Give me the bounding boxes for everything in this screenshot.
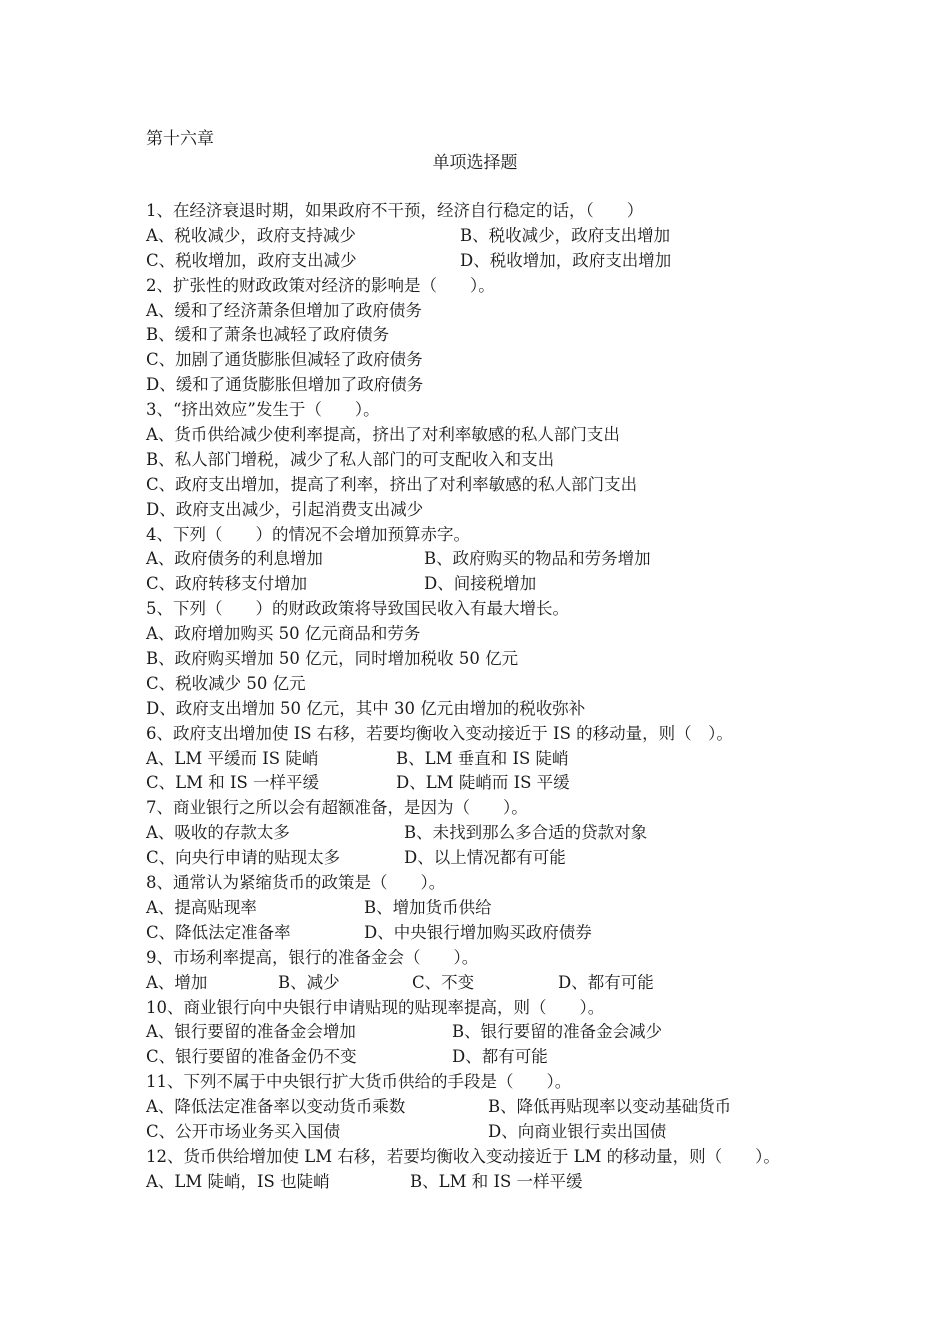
answer-option: A、增加	[146, 972, 208, 992]
question-stem: 8、通常认为紧缩货币的政策是（ ）。	[146, 873, 446, 893]
answer-option: A、税收减少，政府支持减少	[146, 225, 356, 245]
question-stem: 3、“挤出效应”发生于（ ）。	[146, 400, 380, 420]
answer-option: D、间接税增加	[424, 574, 537, 594]
option-row	[146, 672, 826, 697]
answer-option: B、未找到那么多合适的贷款对象	[404, 823, 648, 843]
answer-option: B、私人部门增税，减少了私人部门的可支配收入和支出	[146, 449, 555, 469]
answer-option: B、LM 垂直和 IS 陡峭	[396, 748, 569, 768]
answer-option: B、降低再贴现率以变动基础货币	[488, 1097, 732, 1117]
answer-option: B、增加货币供给	[364, 897, 492, 917]
option-row	[146, 846, 826, 871]
option-row	[146, 224, 826, 249]
answer-option: D、都有可能	[452, 1047, 548, 1067]
answer-option: C、LM 和 IS 一样平缓	[146, 773, 320, 793]
question-stem: 6、政府支出增加使 IS 右移，若要均衡收入变动接近于 IS 的移动量，则（ ）。	[146, 723, 733, 743]
question-stem: 7、商业银行之所以会有超额准备，是因为（ ）。	[146, 798, 528, 818]
answer-option: A、降低法定准备率以变动货币乘数	[146, 1097, 406, 1117]
option-row	[146, 1120, 826, 1145]
option-row	[146, 249, 826, 274]
option-row	[146, 498, 826, 523]
chapter-heading: 第十六章	[146, 129, 214, 149]
option-row	[146, 771, 826, 796]
option-row	[146, 348, 826, 373]
answer-option: A、缓和了经济萧条但增加了政府债务	[146, 300, 422, 320]
question-list	[146, 199, 826, 1195]
option-row	[146, 373, 826, 398]
option-row	[146, 821, 826, 846]
option-row	[146, 896, 826, 921]
answer-option: D、LM 陡峭而 IS 平缓	[396, 773, 570, 793]
option-row	[146, 1095, 826, 1120]
answer-option: C、加剧了通货膨胀但减轻了政府债务	[146, 350, 423, 370]
option-row	[146, 971, 826, 996]
answer-option: A、银行要留的准备金会增加	[146, 1022, 356, 1042]
question-stem: 11、下列不属于中央银行扩大货币供给的手段是（ ）。	[146, 1072, 572, 1092]
answer-option: B、缓和了萧条也减轻了政府债务	[146, 325, 390, 345]
question-stem: 2、扩张性的财政政策对经济的影响是（ ）。	[146, 275, 495, 295]
answer-option: D、政府支出减少，引起消费支出减少	[146, 499, 424, 519]
question-stem: 12、货币供给增加使 LM 右移，若要均衡收入变动接近于 LM 的移动量，则（ ）。	[146, 1146, 780, 1166]
answer-option: D、缓和了通货膨胀但增加了政府债务	[146, 375, 424, 395]
answer-option: B、银行要留的准备金会减少	[452, 1022, 663, 1042]
option-row	[146, 572, 826, 597]
option-row	[146, 747, 826, 772]
option-row	[146, 697, 826, 722]
answer-option: D、政府支出增加 50 亿元，其中 30 亿元由增加的税收弥补	[146, 698, 586, 718]
answer-option: C、税收增加，政府支出减少	[146, 250, 357, 270]
answer-option: B、政府购买的物品和劳务增加	[424, 549, 651, 569]
answer-option: B、LM 和 IS 一样平缓	[410, 1171, 583, 1191]
section-title: 单项选择题	[432, 153, 518, 173]
answer-option: B、政府购买增加 50 亿元，同时增加税收 50 亿元	[146, 649, 519, 669]
answer-option: D、向商业银行卖出国债	[488, 1121, 667, 1141]
option-row	[146, 423, 826, 448]
option-row	[146, 622, 826, 647]
answer-option: C、税收减少 50 亿元	[146, 673, 306, 693]
answer-option: D、中央银行增加购买政府债券	[364, 922, 592, 942]
question-stem: 5、下列（ ）的财政政策将导致国民收入有最大增长。	[146, 599, 569, 619]
answer-option: C、政府转移支付增加	[146, 574, 308, 594]
answer-option: A、政府增加购买 50 亿元商品和劳务	[146, 624, 421, 644]
answer-option: D、税收增加，政府支出增加	[460, 250, 672, 270]
answer-option: C、银行要留的准备金仍不变	[146, 1047, 357, 1067]
question-stem: 4、下列（ ）的情况不会增加预算赤字。	[146, 524, 470, 544]
answer-option: A、吸收的存款太多	[146, 823, 290, 843]
option-row	[146, 1170, 826, 1195]
option-row	[146, 299, 826, 324]
option-row	[146, 473, 826, 498]
option-row	[146, 547, 826, 572]
answer-option: D、都有可能	[558, 972, 654, 992]
answer-option: C、公开市场业务买入国债	[146, 1121, 341, 1141]
answer-option: C、不变	[412, 972, 475, 992]
answer-option: A、货币供给减少使利率提高，挤出了对利率敏感的私人部门支出	[146, 425, 620, 445]
question-stem: 1、在经济衰退时期，如果政府不干预，经济自行稳定的话，（ ）	[146, 201, 644, 220]
question-stem: 10、商业银行向中央银行申请贴现的贴现率提高，则（ ）。	[146, 997, 605, 1017]
option-row	[146, 921, 826, 946]
option-row	[146, 1045, 826, 1070]
answer-option: D、以上情况都有可能	[404, 848, 566, 868]
option-row	[146, 448, 826, 473]
answer-option: B、税收减少，政府支出增加	[460, 225, 671, 245]
answer-option: C、向央行申请的贴现太多	[146, 848, 341, 868]
answer-option: A、LM 平缓而 IS 陡峭	[146, 748, 319, 768]
answer-option: A、LM 陡峭，IS 也陡峭	[146, 1171, 330, 1191]
answer-option: C、政府支出增加，提高了利率，挤出了对利率敏感的私人部门支出	[146, 474, 638, 494]
option-row	[146, 1020, 826, 1045]
question-stem: 9、市场利率提高，银行的准备金会（ ）。	[146, 947, 479, 967]
answer-option: A、提高贴现率	[146, 897, 257, 917]
answer-option: C、降低法定准备率	[146, 922, 291, 942]
answer-option: B、减少	[278, 972, 340, 992]
option-row	[146, 647, 826, 672]
option-row	[146, 323, 826, 348]
answer-option: A、政府债务的利息增加	[146, 549, 323, 569]
